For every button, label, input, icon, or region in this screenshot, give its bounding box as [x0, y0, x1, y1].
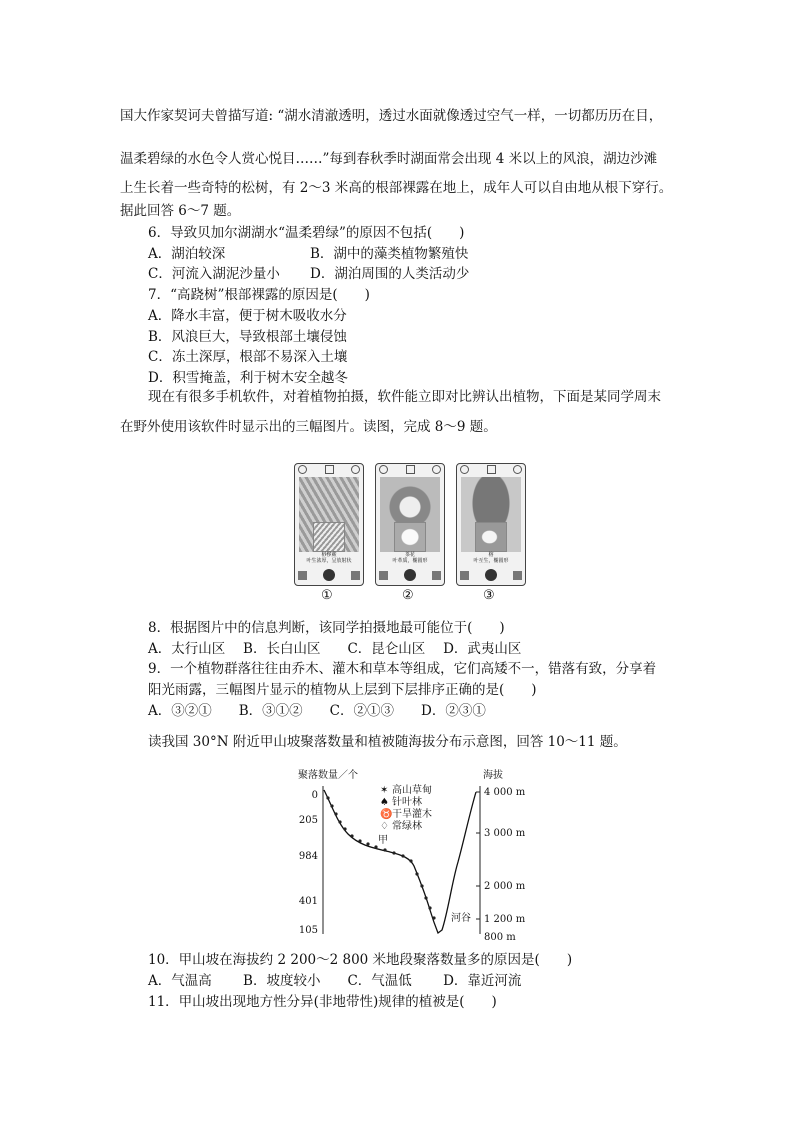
- left-tick: 205: [298, 815, 318, 826]
- intro2-line-1: 现在有很多手机软件，对着植物拍摄，软件能立即对比辨认出植物，下面是某同学周末: [148, 389, 661, 405]
- left-tick: 401: [298, 896, 318, 907]
- intro3: 读我国 30°N 附近甲山坡聚落数量和植被随海拔分布示意图，回答 10～11 题。: [148, 734, 627, 750]
- figure-number-1: ①: [321, 588, 333, 603]
- right-tick: 2 000 m: [484, 881, 526, 892]
- plant-name: 茶花: [404, 552, 415, 558]
- phone-screenshot-1: [294, 463, 364, 586]
- q9-stem-2: 阳光雨露，三幅图片显示的植物从上层到下层排序正确的是( ): [148, 682, 537, 698]
- valley-label: 河谷: [451, 913, 471, 924]
- legend-symbol: ♉: [380, 809, 393, 820]
- phone-screenshot-2: [375, 463, 445, 586]
- menu-icon[interactable]: [351, 571, 360, 580]
- q7-option-c: C．冻土深厚，根部不易深入土壤: [148, 349, 348, 365]
- q7-stem: 7．“高跷树”根部裸露的原因是( ): [148, 287, 370, 303]
- banyan-leaf-photo: [475, 522, 507, 552]
- phone-screenshot-3: [456, 463, 526, 586]
- q9-stem-1: 9．一个植物群落往往由乔木、灌木和草本等组成，它们高矮不一，错落有致，分享着: [148, 661, 657, 677]
- camellia-leaf-photo: [394, 522, 426, 552]
- camera-icon[interactable]: [485, 569, 497, 581]
- q11-stem: 11．甲山坡出现地方性分异(非地带性)规律的植被是( ): [148, 994, 497, 1010]
- right-tick: 4 000 m: [484, 787, 526, 798]
- intro-line-1: 国大作家契诃夫曾描写道: “湖水清澈透明，透过水面就像透过空气一样，一切都历历在目，: [120, 108, 663, 124]
- q6-stem: 6．导致贝加尔湖湖水“温柔碧绿”的原因不包括( ): [148, 225, 465, 241]
- legend-symbol: ♠: [380, 797, 389, 808]
- q10-options: A．气温高 B．坡度较小 C．气温低 D．靠近河流: [148, 973, 522, 989]
- slope-label: 甲: [378, 835, 388, 846]
- camera-icon[interactable]: [323, 569, 335, 581]
- plant-desc: 叶互生，椭圆形: [473, 558, 509, 564]
- left-axis-title: 聚落数量／个: [298, 770, 358, 781]
- intro2-line-2: 在野外使用该软件时显示出的三幅图片。读图，完成 8～9 题。: [120, 419, 497, 435]
- intro-line-4: 据此回答 6～7 题。: [120, 203, 241, 219]
- legend-symbol: ♢: [380, 821, 389, 832]
- intro-line-2: 温柔碧绿的水色令人赏心悦目……”每到春秋季时湖面常会出现 4 米以上的风浪，湖边沙滩: [120, 151, 658, 167]
- q6-option-d: D．湖泊周围的人类活动少: [310, 266, 470, 282]
- q9-options: A．③②① B．③①② C．②①③ D．②③①: [148, 703, 486, 719]
- q7-option-d: D．积雪掩盖，利于树木安全越冬: [148, 370, 348, 386]
- right-axis-title: 海拔: [483, 770, 503, 781]
- camera-icon[interactable]: [404, 569, 416, 581]
- left-tick: 0: [311, 790, 318, 801]
- gallery-icon[interactable]: [379, 571, 388, 580]
- q7-option-a: A．降水丰富，便于树木吸收水分: [148, 308, 347, 324]
- menu-icon[interactable]: [432, 571, 441, 580]
- intro-line-3: 上生长着一些奇特的松树，有 2～3 米高的根部裸露在地上，成年人可以自由地从根下穿行。: [120, 180, 673, 196]
- legend-label: 常绿林: [392, 821, 422, 832]
- legend-symbol: ✶: [380, 785, 389, 796]
- plant-desc: 叶生浓厚，呈放射状: [306, 558, 352, 564]
- plant-name: 榕: [488, 552, 494, 558]
- q6-option-a: A．湖泊较深: [148, 246, 226, 262]
- q8-options: A．太行山区 B．长白山区 C．昆仑山区 D．武夷山区: [148, 641, 522, 657]
- q10-stem: 10．甲山坡在海拔约 2 200～2 800 米地段聚落数量多的原因是( ): [148, 952, 573, 968]
- legend-label: 高山草甸: [392, 785, 432, 796]
- q7-option-b: B．风浪巨大，导致根部土壤侵蚀: [148, 329, 347, 345]
- right-tick: 800 m: [484, 932, 516, 943]
- altitude-settlement-diagram: [290, 762, 530, 948]
- right-tick: 1 200 m: [484, 914, 526, 925]
- q8-stem: 8．根据图片中的信息判断，该同学拍摄地最可能位于( ): [148, 620, 505, 636]
- plant-desc: 叶革质，椭圆形: [392, 558, 428, 564]
- gallery-icon[interactable]: [298, 571, 307, 580]
- q6-option-c: C．河流入湖泥沙量小: [148, 266, 280, 282]
- figure-number-2: ②: [402, 588, 414, 603]
- left-tick: 984: [298, 851, 318, 862]
- plant-name: 桫椤蕨: [321, 552, 337, 558]
- menu-icon[interactable]: [513, 571, 522, 580]
- fern-detail-photo: [313, 522, 345, 552]
- left-tick: 105: [298, 925, 318, 936]
- right-tick: 3 000 m: [484, 828, 526, 839]
- gallery-icon[interactable]: [460, 571, 469, 580]
- figure-number-3: ③: [483, 588, 495, 603]
- q6-option-b: B．湖中的藻类植物繁殖快: [310, 246, 469, 262]
- legend-label: 针叶林: [392, 797, 422, 808]
- legend-label: 干旱灌木: [392, 809, 432, 820]
